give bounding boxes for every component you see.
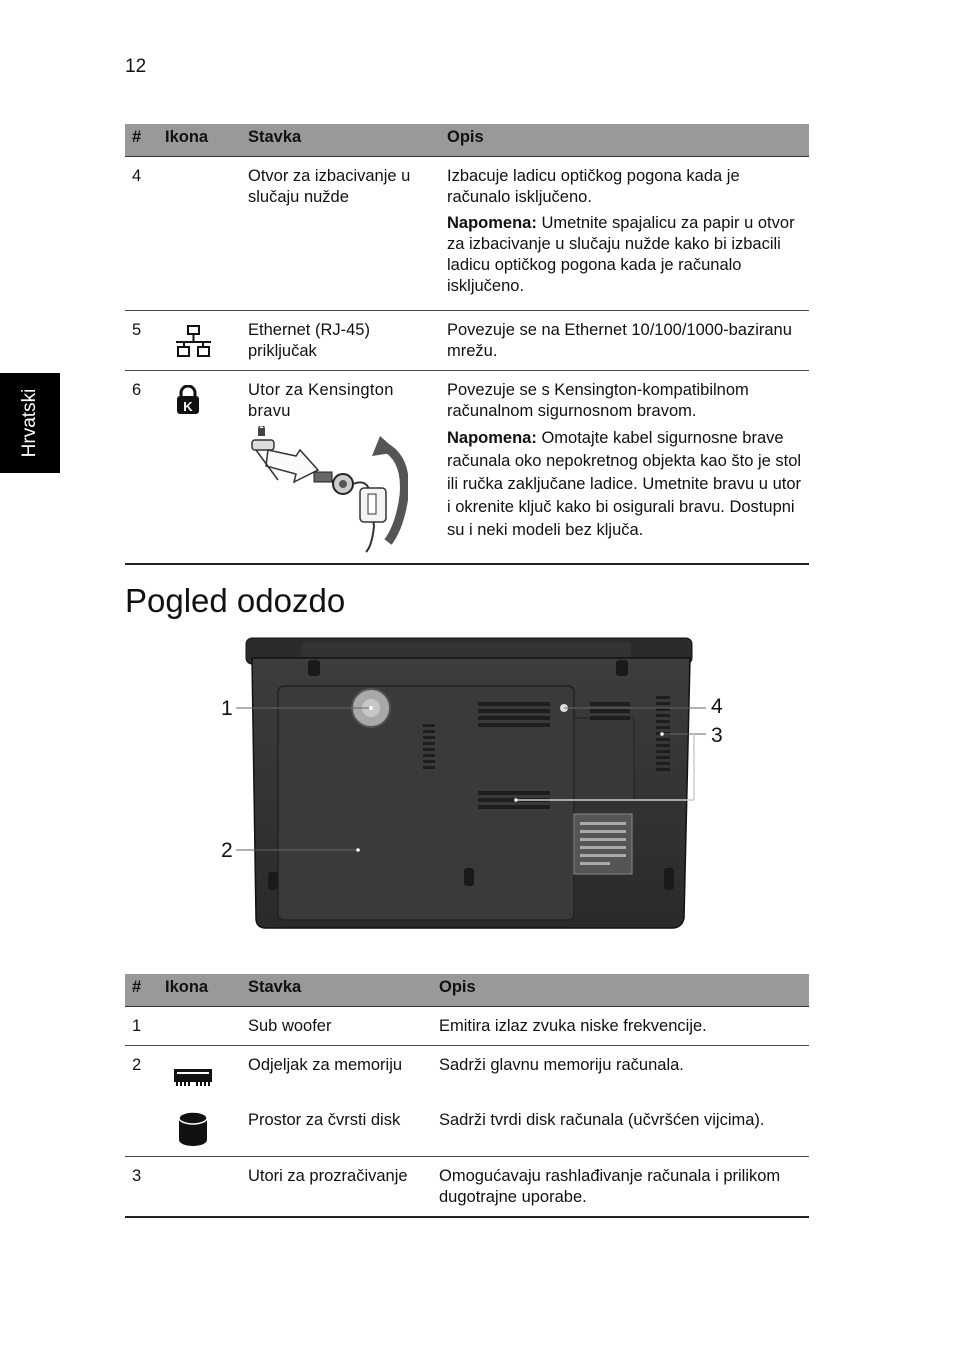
ethernet-icon: [175, 325, 213, 359]
table-row: [125, 371, 809, 564]
col-header-icon: Ikona: [158, 974, 241, 1007]
note-text: [447, 427, 802, 542]
ports-table: [125, 124, 809, 565]
row-number: 2: [132, 1056, 142, 1074]
page-number: 12: [125, 56, 147, 77]
section-title: Pogled odozdo: [125, 582, 346, 619]
row-number: 1: [125, 1007, 158, 1046]
row-description: Sadrži tvrdi disk računala (učvršćen vijcima).: [432, 1101, 809, 1157]
row-number: 3: [125, 1156, 158, 1217]
row-number: 5: [125, 311, 158, 371]
row-icon-cell: [158, 1101, 241, 1157]
bottom-view-table: [125, 974, 809, 1218]
callout-2: 2: [221, 839, 233, 862]
kensington-lock-icon: [175, 385, 201, 415]
row-description: Emitira izlaz zvuka niske frekvencije.: [432, 1007, 809, 1046]
row-number: [125, 1101, 158, 1157]
language-label: Hrvatski: [19, 388, 40, 458]
row-description: [440, 157, 809, 311]
row-item: Ethernet (RJ-45) priključak: [241, 311, 440, 371]
callout-1: 1: [221, 697, 233, 720]
row-item: [241, 371, 440, 564]
row-number: 4: [125, 157, 158, 311]
col-header-num: #: [125, 974, 158, 1007]
col-header-icon: Ikona: [158, 124, 241, 157]
kensington-lock-illustration: [248, 426, 408, 554]
table-row: [125, 311, 809, 371]
row-item: Utori za prozračivanje: [241, 1156, 432, 1217]
hard-disk-icon: [177, 1110, 209, 1148]
description-text: Povezuje se s Kensington-kompatibilnom računalnom sigurnosnom bravom.: [447, 381, 749, 420]
description-text: Izbacuje ladicu optičkog pogona kada je računalo isključeno.: [447, 167, 740, 206]
row-icon-cell: [158, 371, 241, 564]
row-description: Sadrži glavnu memoriju računala.: [439, 1056, 684, 1074]
row-icon-cell: [158, 157, 241, 311]
table-row: [125, 1046, 809, 1101]
row-icon-cell: [158, 1046, 241, 1101]
table-header-row: [125, 974, 809, 1007]
callout-3: 3: [711, 724, 723, 747]
row-number: 6: [125, 371, 158, 564]
note-body: Umetnite spajalicu za papir u otvor za izbacivanje u slučaju nužde kako bi izbacili ladicu optičkog pogona kada je računalo isključeno.: [447, 214, 795, 295]
row-item: Odjeljak za memoriju: [248, 1056, 403, 1074]
row-description: [440, 371, 809, 564]
table-header-row: [125, 124, 809, 157]
col-header-desc: Opis: [440, 124, 809, 157]
note-label: Napomena:: [447, 214, 537, 232]
svg-text:K: K: [183, 399, 193, 414]
note-text: [447, 213, 802, 297]
col-header-item: Stavka: [241, 974, 432, 1007]
row-icon-cell: [158, 1007, 241, 1046]
row-icon-cell: [158, 1156, 241, 1217]
table-row: [125, 1156, 809, 1217]
language-side-tab: [0, 373, 60, 473]
row-icon-cell: [158, 311, 241, 371]
row-item: Sub woofer: [241, 1007, 432, 1046]
callout-4: 4: [711, 695, 723, 718]
col-header-num: #: [125, 124, 158, 157]
memory-module-icon: [173, 1067, 213, 1089]
laptop-bottom-view-figure: [206, 628, 726, 946]
col-header-item: Stavka: [241, 124, 440, 157]
col-header-desc: Opis: [432, 974, 809, 1007]
note-label: Napomena:: [447, 429, 537, 447]
row-item-text: Utor za Kensington bravu: [248, 381, 394, 420]
row-description: Povezuje se na Ethernet 10/100/1000-baziranu mrežu.: [440, 311, 809, 371]
row-item: Otvor za izbacivanje u slučaju nužde: [241, 157, 440, 311]
table-row: [125, 1101, 809, 1157]
note-body: Omotajte kabel sigurnosne brave računala oko nepokretnog objekta kao što je stol ili ručka zaključane ladice. Umetnite bravu u utor i okrenite ključ kako bi osigurali bravu. Dostupni su i neki modeli bez ključa.: [447, 429, 802, 539]
row-item: Prostor za čvrsti disk: [241, 1101, 432, 1157]
table-row: [125, 1007, 809, 1046]
table-row: [125, 157, 809, 311]
row-description: Omogućavaju rashlađivanje računala i prilikom dugotrajne uporabe.: [432, 1156, 809, 1217]
